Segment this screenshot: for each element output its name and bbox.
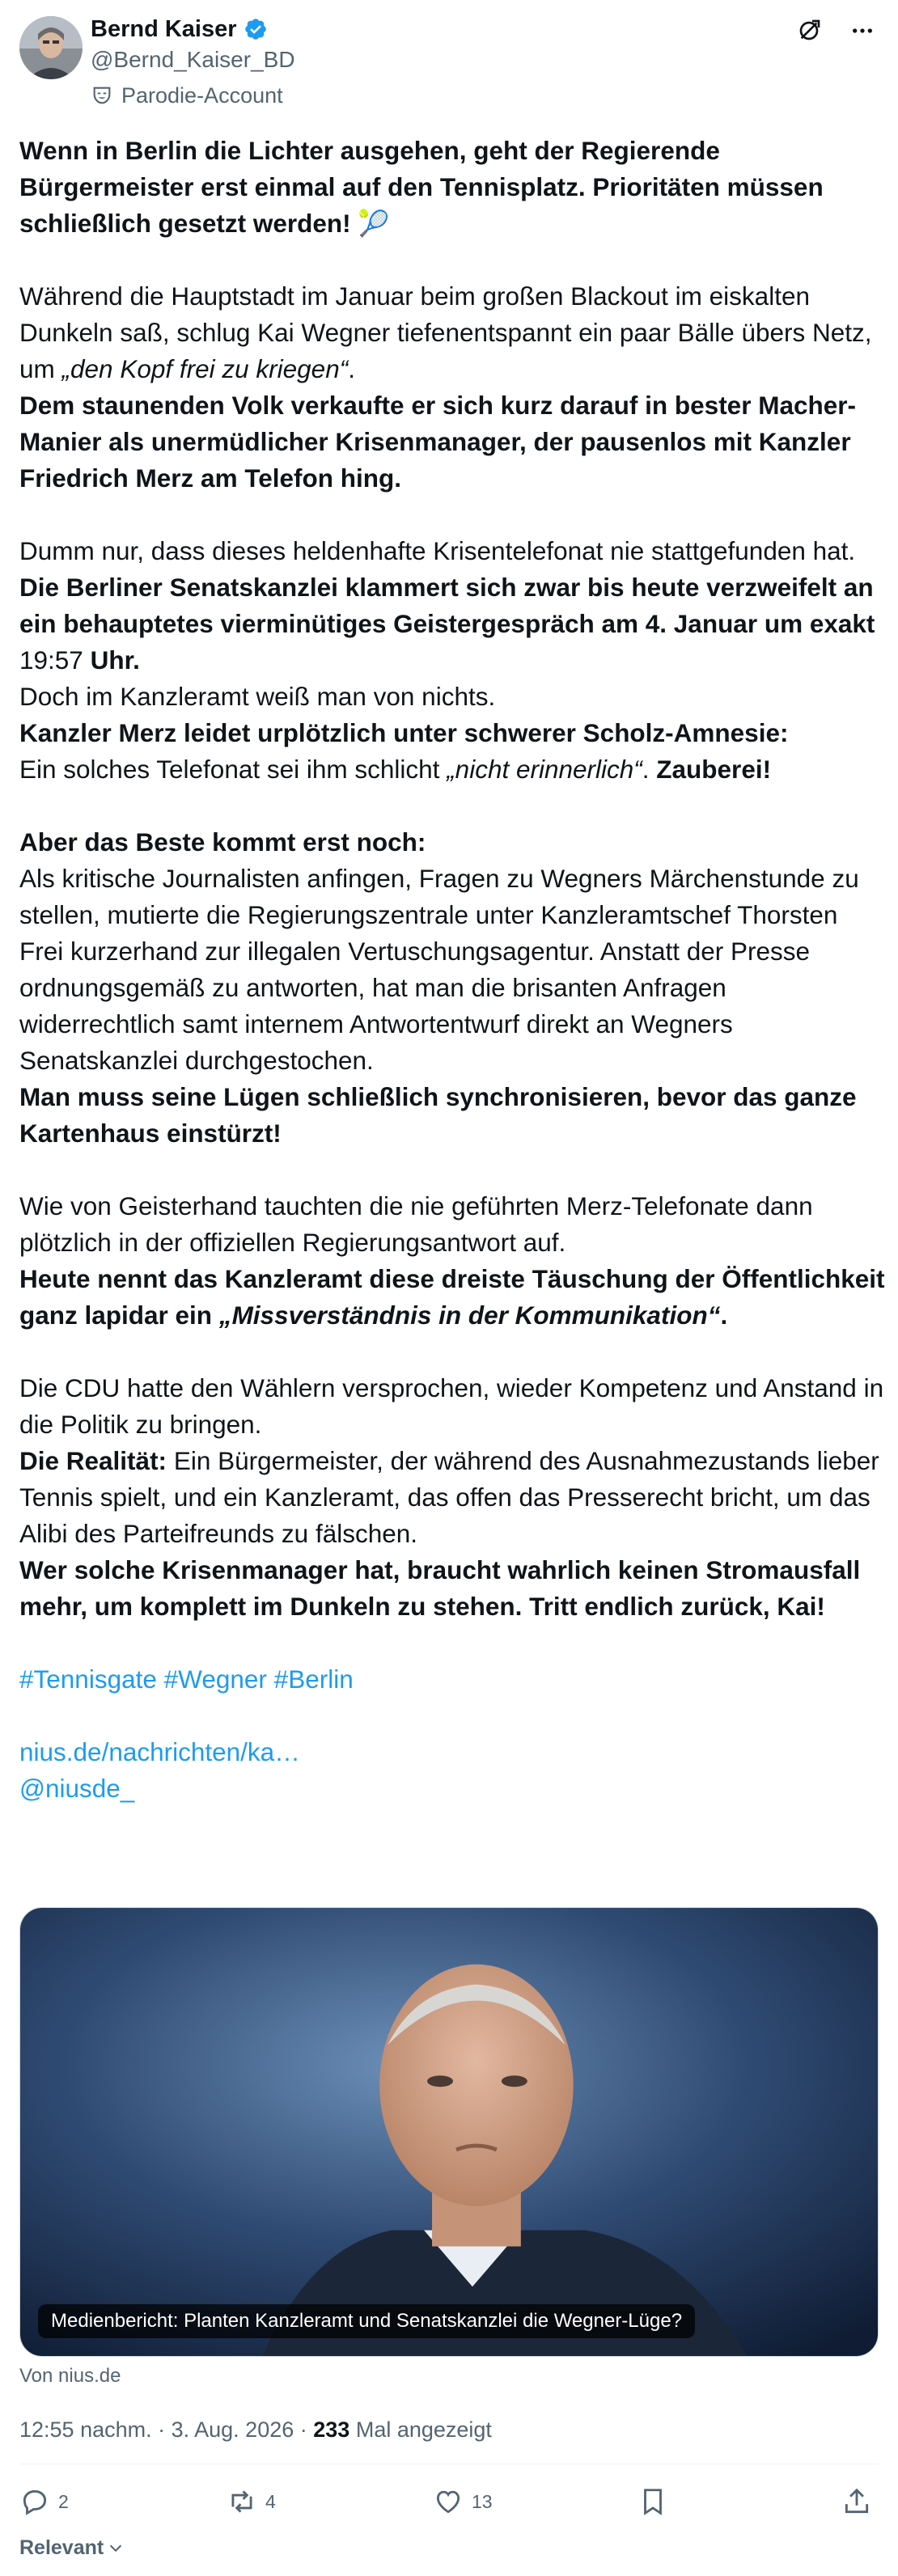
reply-icon [19,2486,50,2517]
tweet-text [19,133,892,1807]
heart-icon [433,2486,464,2517]
paragraph-phone-call: Dumm nur, dass dieses heldenhafte Krisentelefonat nie stattgefunden hat. [19,536,856,565]
author-name[interactable]: Bernd Kaiser [91,16,237,42]
like-count: 13 [472,2490,493,2512]
sort-label: Relevant [19,2536,104,2559]
like-button[interactable] [433,2480,493,2523]
senate-text: Die Berliner Senatskanzlei klammert sich zwar bis heute verzweifelt an ein behauptetes vierminütiges Geistergespräch am 4. Januar um exakt [19,573,883,638]
action-bar [0,2480,898,2523]
share-button[interactable] [841,2480,872,2523]
paragraph-reality [19,1443,885,1552]
hashtag-wegner[interactable]: #Wegner [163,1664,267,1694]
bookmark-icon [637,2486,668,2517]
tweet-date[interactable]: 3. Aug. 2026 [171,2417,294,2442]
blackout-text: Während die Hauptstadt im Januar beim großen Blackout im eiskalten Dunkeln saß, schlug Kai Wegner tiefenentspannt ein paar Bälle übers Netz, um [19,281,879,383]
reply-button[interactable] [19,2480,69,2523]
senate-end: Uhr. [83,645,140,675]
paragraph-blackout [19,278,885,387]
paragraph-lies: Man muss seine Lügen schließlich synchronisieren, bevor das ganze Kartenhaus einstürzt! [19,1082,864,1148]
avatar[interactable] [19,16,83,79]
remember-bold: Zauberei! [656,755,772,784]
repost-button[interactable] [227,2480,276,2523]
blackout-end: . [348,354,355,383]
card-caption: Medienbericht: Planten Kanzleramt und Senatskanzlei die Wegner-Lüge? [38,2304,695,2338]
bookmark-button[interactable] [637,2480,668,2523]
repost-count: 4 [265,2490,276,2512]
share-icon [841,2486,872,2517]
paragraph-intro [19,133,885,242]
hashtag-berlin[interactable]: #Berlin [273,1664,354,1694]
tennis-ball-icon: 🎾 [358,209,390,238]
paragraph-senate [19,569,885,679]
card-image [20,1908,878,2356]
article-link[interactable]: nius.de/nachrichten/ka… [19,1737,300,1766]
author-handle[interactable]: @Bernd_Kaiser_BD [91,47,295,72]
hashtags [19,1661,885,1698]
paragraph-crisis-manager: Dem staunenden Volk verkaufte er sich kurz darauf in bester Macher-Manier als unermüdlicher Krisenmanager, der pausenlos mit Kanzler Friedrich Merz am Telefon hing. [19,391,858,493]
repost-icon [227,2486,257,2517]
remember-mid: . [642,755,657,784]
more-icon[interactable] [846,15,879,47]
author-row [91,15,268,44]
mention-link[interactable]: @niusde_ [19,1774,135,1803]
paragraph-resign: Wer solche Krisenmanager hat, braucht wahrlich keinen Stromausfall mehr, um komplett im Dunkeln zu stehen. Tritt endlich zurück, Kai! [19,1555,867,1621]
senate-time: 19:57 [19,645,83,675]
deception-end: . [720,1301,728,1330]
paragraph-amnesia: Kanzler Merz leidet urplötzlich unter schwerer Scholz-Amnesie: [19,718,789,747]
paragraph-journalists: Als kritische Journalisten anfingen, Fragen zu Wegners Märchenstunde zu stellen, mutierte die Regierungszentrale unter Kanzleramtschef Thorsten Frei kurzerhand zur illegalen Vertuschungsagentur. Anstatt der Presse ordnungsgemäß zu antworten, hat man die brisanten Anfragen widerrechtlich samt internem Antwortentwurf direkt an Wegners Senatskanzlei durchgestochen. [19,864,866,1075]
sort-dropdown[interactable] [19,2532,125,2564]
intro-text: Wenn in Berlin die Lichter ausgehen, geht der Regierende Bürgermeister erst einmal auf den Tennisplatz. Prioritäten müssen schließlich gesetzt werden! [19,136,831,238]
paragraph-cdu: Die CDU hatte den Wählern versprochen, wieder Kompetenz und Anstand in die Politik zu bringen. [19,1373,891,1439]
deception-quote: „Missverständnis in der Kommunikation“ [218,1301,721,1330]
paragraph-deception [19,1261,892,1334]
tweet-time[interactable]: 12:55 nachm. [19,2417,152,2442]
hashtag-tennisgate[interactable]: #Tennisgate [19,1664,157,1694]
parody-mask-icon [91,84,113,107]
deception-text: Heute nennt das Kanzleramt diese dreiste Täuschung der Öffentlichkeit ganz lapidar ein [19,1264,892,1330]
paragraph-ghost-hand: Wie von Geisterhand tauchten die nie geführten Merz-Telefonate dann plötzlich in der offiziellen Regierungsantwort auf. [19,1191,820,1257]
remember-quote: „nicht erinnerlich“ [447,755,642,784]
grok-icon[interactable] [793,15,825,47]
verified-badge-icon [244,17,268,41]
paragraph-chancellery: Doch im Kanzleramt weiß man von nichts. [19,682,496,711]
view-label: Mal angezeigt [355,2417,492,2442]
header-actions [793,15,879,47]
paragraph-best-part: Aber das Beste kommt erst noch: [19,827,426,857]
remember-text: Ein solches Telefonat sei ihm schlicht [19,755,447,784]
parody-label-text: Parodie-Account [121,83,283,108]
reality-text: Ein Bürgermeister, der während des Ausnahmezustands lieber Tennis spielt, und ein Kanzleramt, das offen das Presserecht bricht, um das Alibi des Parteifreunds zu fälschen. [19,1446,886,1548]
card-source: Von nius.de [19,2365,121,2387]
reality-label: Die Realität: [19,1446,167,1475]
paragraph-not-remember [19,751,885,788]
parody-label [91,81,283,110]
chevron-down-icon [107,2539,125,2557]
blackout-quote: „den Kopf frei zu kriegen“ [61,354,349,383]
reply-count: 2 [58,2490,69,2512]
link-card[interactable] [19,1907,879,2357]
tweet-meta: 12:55 nachm. · 3. Aug. 2026 · 233 Mal angezeigt [19,2417,492,2442]
view-count: 233 [313,2417,350,2442]
